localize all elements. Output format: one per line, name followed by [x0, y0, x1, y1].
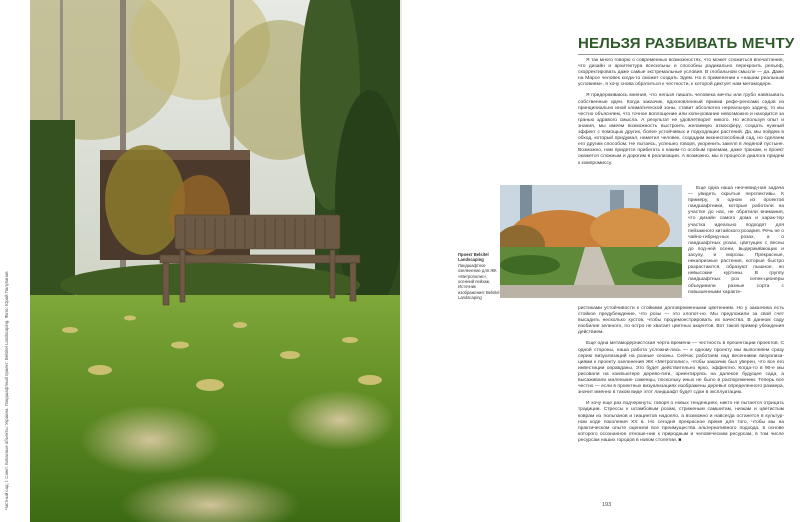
- garden-bench-photo: [30, 0, 400, 522]
- narrow-column-text: Еще одна наша неочевид-ная задача — увидеть скрытые перспективы. К примеру, в одном из проектов ландшафтники, которые работали на участке до нас, не обратили внимания, что дизайн самого дома и харак-тер участка идеально подходят для пейзажного китайского розария. Речь не о чайно-гибрид-ных розах, а о ландшафтных розах, цветущих с весны до под-ней осени, выдерживающих и засуху, и морозы. Прекрасные, некапризные растения, которые быстро разрастаются, образуют пышное, но невысокие куртины. В группу ландшафтных роз селек-ционеры объединили разные сорта с повышенными характе-: [688, 186, 784, 295]
- photo-caption: [458, 252, 500, 301]
- right-page: [402, 0, 800, 522]
- text-block-bottom: [578, 306, 784, 449]
- paragraph-4: Еще одна метамодернистская черта времени — честность в презентации проектов. С одной стороны, наша работа усложни-лась — к одному проекту мы выполняем сразу серию визуализаций на разные сезоны. Сейчас работаем над весенними визуализа-циями к проекту озеленения ЖК «Метрополис», чтобы заказчик был уверен, что все его инвестиции оправданы. Это будет действительно ярко, эффектно. Когда-то в 90-е мы рисовали на компьютере дерево-гиги, ориентируясь на далекое будущее сада, а высаживали маленькие саженцы, поскольку иных не было в распоряжении. Теперь все честно — если в проектных визуализациях изображены деревья определенного размера, значит именно в таком виде этот ландшафт будет сдан в эксплуатацию.: [578, 341, 784, 396]
- photo-credit: [4, 270, 26, 510]
- metropolis-landscape-photo: [500, 185, 682, 298]
- continued-paragraph: ристиками устойчивости к стойкими долговременными цветением. Но у заказчика есть стойкое предубеждение, что розы — это хлопот-но. Мы предложили за свой счет высадить несколько кустов, чтобы продемонстрировать их качества. В данном саду изобилие зеленого, по остро не хватает цветных акцентов. Вот такой пример убеждения действием.: [578, 306, 784, 336]
- narrow-column: [688, 186, 784, 301]
- intro-paragraph: Я так много говорю о современных возможностях, что может сложиться впечатление, что дизайн и архитектура всесильны и способны радикально перекроить рельеф, скорректировать даже самые экстремальные условия. В глобальном смысле — да. Даже на Марсе человек когда-то сможет создать Эдем. Но в применении к «нашим реальным условиям», я хочу снова обратиться к честности, к которой диктует нам метамодерн.: [578, 58, 784, 88]
- article-headline: НЕЛЬЗЯ РАЗБИВАТЬ МЕЧТУ: [578, 35, 795, 52]
- page-number: 193: [602, 502, 612, 508]
- photo-credit-text: Частный сад, г. Санкт. Кипасные объекты: Украина. Ландшафтный проект: Belsitel Landscaping. Фото: Юрий Полупанов: [4, 271, 9, 510]
- text-block-top: [578, 58, 784, 172]
- caption-text: Ландшафтное озеленение для ЖК «Метрополис», осенний пейзаж. Источник изображения: Belsitel Landscaping: [458, 262, 500, 301]
- paragraph-5: И хочу еще раз подчеркнуть: говоря о новых тенденциях, никто не пытается отрицать традиции. Стрессы к штамбовым розам, стриженым самшитам, низкам и цветистым коврам из тюльпанов и гиацинтов надоело, а возможно и навсегда останется в культур-ном коде поколения XX в. Но сегодня прекрасное время для того, чтобы мы на практическом опыте оценили все преимущества альтернативного подхода, в основе которого осознанное отноше-ние к природным и человеческим ресурсам, в том числе ресурсам наших городов в новом столетии. ■: [578, 401, 784, 443]
- headline-rule: [578, 54, 784, 55]
- caption-title: Проект Belsitel Landscaping: [458, 252, 489, 263]
- paragraph-2: Я придерживаюсь мнения, что нельзя лишать человека мечты или грубо навязывать собственные идеи. Когда заказчик, вдохновленный яркими рефе-ренсами садов из принципиально иной климатической зоны, ставит абсолютно нереальную задачу, то мы честно объясняем, что точное воплощение или копи-рование невозможно и находится за гранью здравого смысла. А результат не удовлетворит никого. Но используя опыт и знания, мы имеем возможность выстроить желаемую атмосферу, создать нужный эффект с помощью других, более устойчивых и подходящих растений. Да, мы пойдем в обход, который придумал, наметил человек, создадим жизнеспособный сад, но сделаем его другим способом. Не пытаясь, успешно говоря, укоренить закелп в ледяной пустыне. Возможно, нам придется прибегать к каким-то особым приемам, даже трюкам, и проект окажется сложным и дорогим в реализации. А возможно, мы в процессе диалога придем к компромиссу.: [578, 93, 784, 166]
